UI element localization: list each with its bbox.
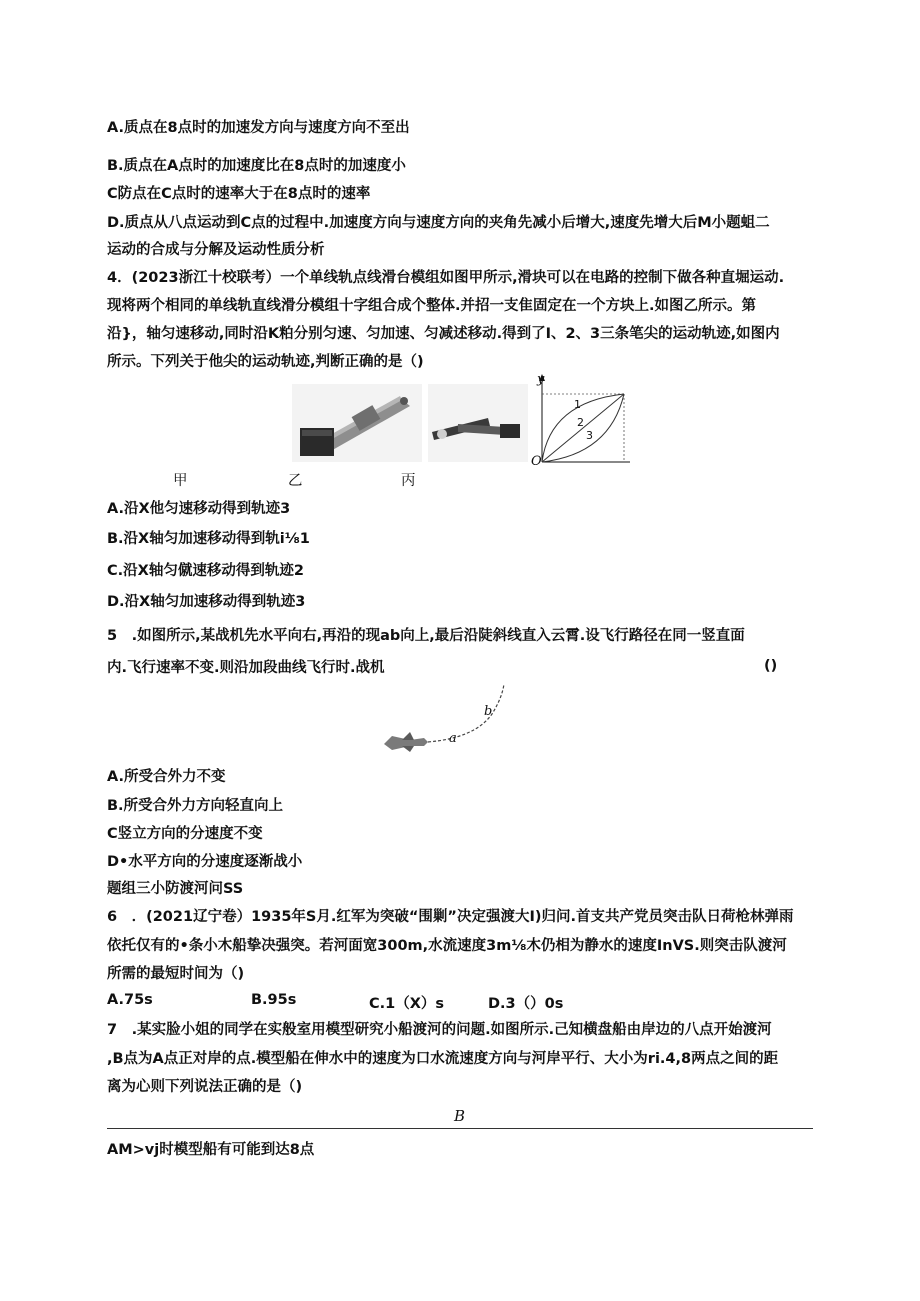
q4-option-a: A.沿X他匀速移动得到轨迹3 <box>107 501 291 517</box>
q6-option-c: C.1（X）s <box>369 996 445 1012</box>
q5-option-c: C竖立方向的分速度不变 <box>107 826 263 842</box>
river-bank-line <box>107 1128 813 1129</box>
figure-jia-slide-module <box>292 384 422 462</box>
q6-option-d: D.3（）0s <box>488 996 564 1012</box>
trajectory-label-1: 1 <box>574 398 581 411</box>
q6-option-b: B.95s <box>251 992 297 1008</box>
q5-option-a: A.所受合外力不变 <box>107 769 226 785</box>
q7-stem-line1: 7 .某实脸小姐的同学在实般室用模型研究小船渡河的问题.如图所示.己知横盘船由岸边的八点开始渡河 <box>107 1022 772 1038</box>
graph-y-axis-label: y <box>537 372 545 387</box>
figure-fighter-path <box>380 680 515 760</box>
q4-stem-line1: 4．(2023浙江十校联考）一个单线轨点线滑台模组如图甲所示,滑块可以在电路的控制下做各种直堀运动. <box>107 270 785 286</box>
figure-yi-cross-assembly <box>428 384 528 462</box>
q3-option-d-line1: D.质点从八点运动到C点的过程中.加速度方向与速度方向的夹角先减小后增大,速度先增大后M小题蛆二 <box>107 215 770 231</box>
section-heading-group3: 题组三小防渡河问SS <box>107 881 244 897</box>
graph-origin-label: O <box>531 454 542 469</box>
trajectory-label-2: 2 <box>577 416 584 429</box>
q5-answer-paren: () <box>764 658 778 674</box>
q4-option-d: D.沿X轴匀加速移动得到轨迹3 <box>107 594 306 610</box>
q6-option-a: A.75s <box>107 992 153 1008</box>
q3-option-d-line2: 运动的合成与分解及运动性质分析 <box>107 242 325 258</box>
q5-option-d: D•水平方向的分速度逐渐战小 <box>107 854 303 870</box>
q3-option-a: A.质点在8点时的加速发方向与速度方向不至出 <box>107 120 410 136</box>
caption-bing: 丙 <box>401 473 416 489</box>
q3-option-b: B.质点在A点时的加速度比在8点时的加速度小 <box>107 158 406 174</box>
trajectory-label-3: 3 <box>586 429 593 442</box>
path-label-a: a <box>449 731 457 746</box>
q7-stem-line2: ,B点为A点正对岸的点.模型船在伸水中的速度为口水流速度方向与河岸平行、大小为ri.4,8两点之间的距 <box>107 1051 779 1067</box>
q3-option-c: C防点在C点时的速率大于在8点时的速率 <box>107 186 371 202</box>
q4-stem-line3: 沿}，轴匀速移动,同时沿K粕分别匀速、匀加速、匀减述移动.得到了I、2、3三条笔尖的运动轨迹,如图内 <box>107 326 780 342</box>
q4-option-b: B.沿X轴匀加速移动得到轨i⅛1 <box>107 531 310 547</box>
q7-option-a: AM>vj时模型船有可能到达8点 <box>107 1142 315 1158</box>
q6-stem-line1: 6 ．(2021辽宁卷）1935年S月.红军为突破“围剿”决定强渡大I)归问.首支共产党员突击队日荷枪林弹雨 <box>107 909 794 925</box>
caption-yi: 乙 <box>288 473 303 489</box>
q5-stem-line1: 5 .如图所示,某战机先水平向右,再沿的现ab向上,最后沿陡斜线直入云霄.设飞行路径在同一竖直面 <box>107 628 745 644</box>
q5-option-b: B.所受合外力方向轻直向上 <box>107 798 284 814</box>
q4-stem-line2: 现将两个相同的单线轨直线滑分模组十字组合成个整体.并招一支隹固定在一个方块上.如图乙所示。第 <box>107 298 757 314</box>
caption-jia: 甲 <box>173 473 188 489</box>
path-label-b: b <box>484 704 493 719</box>
q5-stem-line2: 内.飞行速率不变.则沿加段曲线飞行时.战机 <box>107 660 385 676</box>
q4-option-c: C.沿X轴匀僦速移动得到轨迹2 <box>107 563 304 579</box>
river-point-b-label: B <box>454 1107 466 1125</box>
q7-stem-line3: 离为心则下列说法正确的是（) <box>107 1079 303 1095</box>
q6-stem-line2: 依托仅有的•条小木船挚决强突。若河面宽300m,水流速度3m⅛木仍相为静水的速度InVS.则突击队渡河 <box>107 938 787 954</box>
q6-stem-line3: 所需的最短时间为（) <box>107 966 245 982</box>
q4-stem-line4: 所示。下列关于他尖的运动轨迹,判断正确的是（) <box>107 354 424 370</box>
